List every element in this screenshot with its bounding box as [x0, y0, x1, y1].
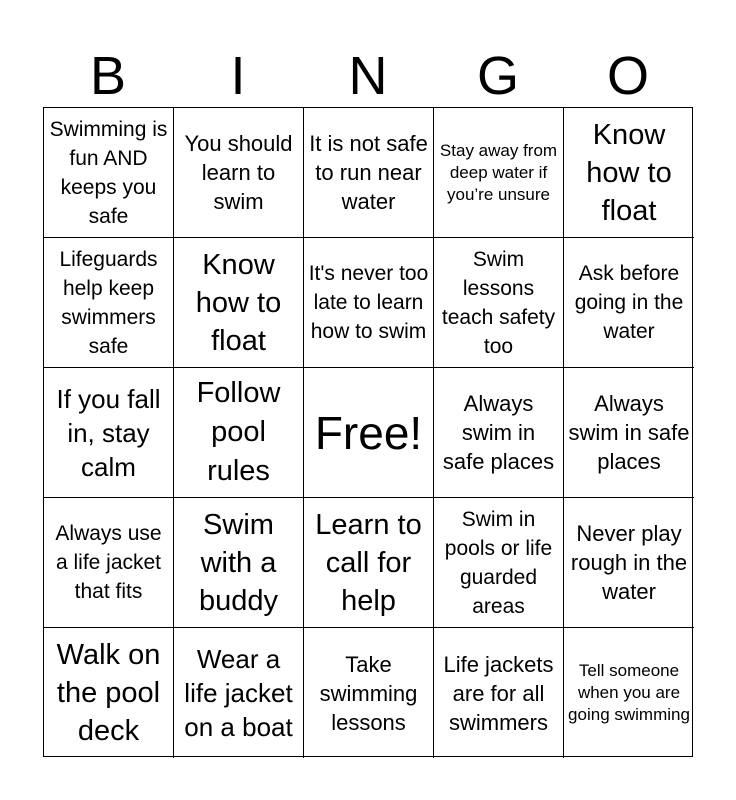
bingo-cell-text: Swim with a buddy [198, 508, 278, 617]
bingo-cell-text: It's never too late to learn how to swim [308, 262, 429, 343]
header-letter-b: B [89, 46, 127, 106]
bingo-cell-text: Swim in pools or life guarded areas [444, 507, 553, 618]
bingo-header [43, 45, 693, 107]
bingo-cell-text: If you fall in, stay calm [56, 383, 161, 482]
bingo-cell[interactable] [304, 238, 434, 368]
bingo-cell[interactable] [44, 628, 174, 758]
bingo-card-grid [43, 107, 693, 757]
bingo-cell-text: Follow pool rules [196, 377, 281, 487]
bingo-cell-text: You should learn to swim [184, 131, 293, 214]
free-space-text: Free! [314, 406, 423, 459]
bingo-cell-text: Always swim in safe places [568, 391, 690, 474]
bingo-cell[interactable] [44, 368, 174, 498]
header-letter-i: I [230, 46, 246, 106]
bingo-cell-text: Ask before going in the water [574, 262, 684, 343]
bingo-cell[interactable] [174, 628, 304, 758]
bingo-cell-text: Wear a life jacket on a boat [184, 644, 293, 742]
bingo-cell-text: Learn to call for help [315, 508, 422, 617]
bingo-cell[interactable] [564, 368, 694, 498]
bingo-cell[interactable] [304, 628, 434, 758]
bingo-cell[interactable] [564, 498, 694, 628]
bingo-cell-text: Always use a life jacket that fits [55, 522, 162, 603]
bingo-cell[interactable] [174, 108, 304, 238]
bingo-cell[interactable] [304, 498, 434, 628]
bingo-cell-text: Tell someone when you are going swimming [568, 661, 690, 724]
bingo-cell-text: Always swim in safe places [442, 391, 555, 474]
bingo-cell-text: Take swimming lessons [319, 651, 418, 735]
bingo-cell[interactable] [44, 238, 174, 368]
bingo-cell[interactable] [44, 108, 174, 238]
bingo-cell-text: Know how to float [586, 118, 672, 227]
bingo-cell[interactable] [174, 368, 304, 498]
header-letter-n: N [348, 46, 388, 106]
free-space-cell[interactable] [304, 368, 434, 498]
bingo-cell[interactable] [44, 498, 174, 628]
bingo-cell[interactable] [434, 238, 564, 368]
bingo-cell[interactable] [564, 628, 694, 758]
bingo-cell-text: It is not safe to run near water [309, 131, 428, 214]
bingo-cell-text: Lifeguards help keep swimmers safe [59, 247, 158, 358]
header-letter-o: O [606, 46, 649, 106]
bingo-cell[interactable] [434, 498, 564, 628]
bingo-cell[interactable] [434, 628, 564, 758]
bingo-cell[interactable] [304, 108, 434, 238]
header-letter-g: G [476, 46, 519, 106]
bingo-cell-text: Life jackets are for all swimmers [443, 651, 554, 735]
bingo-cell[interactable] [564, 238, 694, 368]
bingo-cell-text: Swimming is fun AND keeps you safe [49, 117, 168, 228]
bingo-cell[interactable] [174, 498, 304, 628]
bingo-cell[interactable] [434, 108, 564, 238]
bingo-cell-text: Never play rough in the water [570, 521, 688, 604]
bingo-cell-text: Walk on the pool deck [56, 639, 161, 747]
bingo-cell-text: Know how to float [195, 248, 282, 357]
bingo-cell-text: Swim lessons teach safety too [441, 247, 556, 358]
bingo-cell[interactable] [434, 368, 564, 498]
bingo-cell-text: Stay away from deep water if you’re unsure [439, 140, 558, 204]
bingo-cell[interactable] [174, 238, 304, 368]
bingo-cell[interactable] [564, 108, 694, 238]
